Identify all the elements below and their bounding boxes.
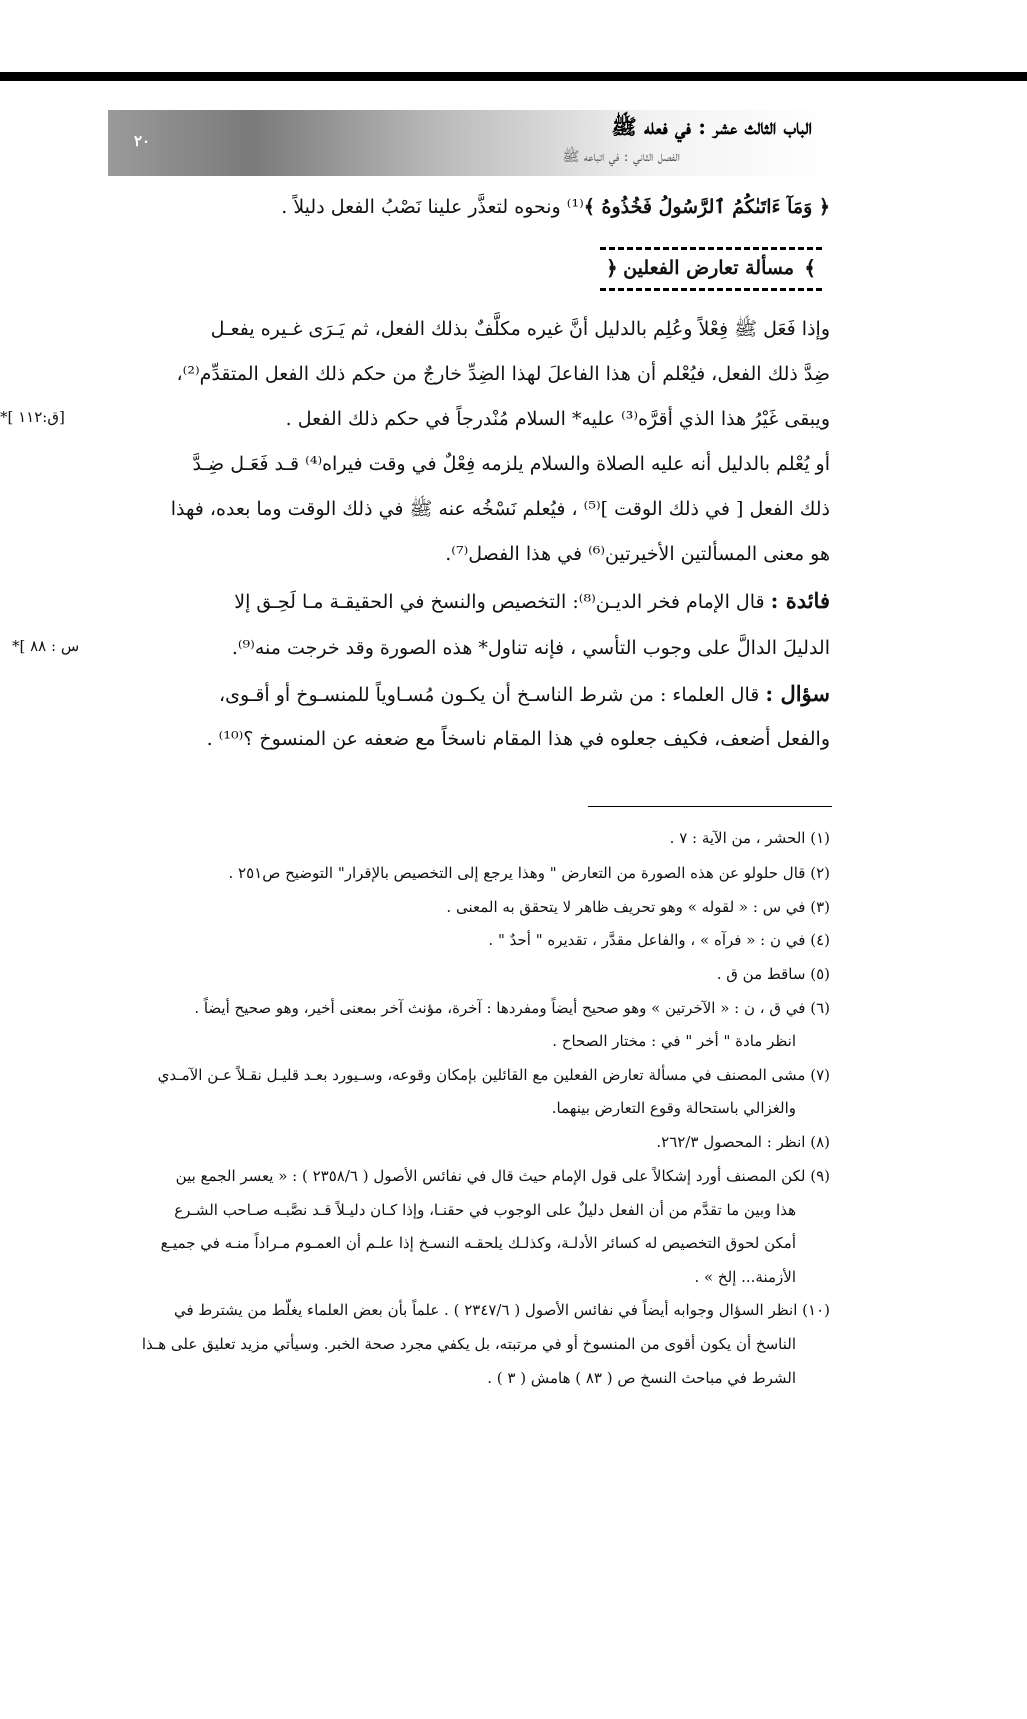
body-line-1 [108, 189, 830, 225]
footnote-10-cont-1: الناسخ أن يكون أقوى من المنسوخ أو في مرتبته، بل يكفي مجرد صحة الخبر. وسيأتي مزيد تعليق على هـذا [141, 1335, 796, 1353]
footnote-7: (٧) مشى المصنف في مسألة تعارض الفعلين مع القائلين بإمكان وقوعه، وسـيورد بعـد قليـل نقـلاً عـن الآمـدي [157, 1066, 830, 1084]
footnote-10-cont-2: الشرط في مباحث النسخ ص ( ٨٣ ) هامش ( ٣ ) . [487, 1369, 796, 1387]
footnote-10: (١٠) انظر السؤال وجوابه أيضاً في نفائس الأصول ( ٢٣٤٧/٦ ) . علماً بأن بعض العلماء يغلّط من يشترط في [173, 1301, 830, 1319]
paragraph-1-line-2: ضِدَّ ذلك الفعل، فيُعْلم أن هذا الفاعلَ لهذا الضِدِّ خارجٌ من حكم ذلك الفعل المتقدِّم⁽²⁾، [176, 363, 830, 385]
sual-text: قال العلماء : من شرط الناسـخ أن يكـون مُسـاوياً للمنسـوخ أو أقـوى، [218, 684, 766, 706]
footnote-separator [588, 806, 832, 807]
bracket-right-icon: ﴾ [804, 256, 816, 280]
section-title: الفصل الثاني : في اتباعه ﷺ [562, 149, 680, 165]
footnote-4: (٤) في ن : « فرآه » ، والفاعل مقدَّر ، تقديره " أحدٌ " . [488, 931, 830, 949]
footnote-9-cont-2: أمكن لحوق التخصيص له كسائر الأدلـة، وكذلـك يلحقـه النسـخ إذا علـم أن العمـوم مـراداً منـه في جميـع [160, 1234, 796, 1252]
sual-line-2: والفعل أضعف، فكيف جعلوه في هذا المقام ناسخاً مع ضعفه عن المنسوخ ؟⁽¹⁰⁾ . [206, 728, 830, 750]
sual-label: سؤال : [765, 681, 830, 706]
footnote-9-cont-3: الأزمنة... إلخ » . [694, 1268, 796, 1286]
top-rule [0, 72, 1027, 81]
faida-label: فائدة : [770, 588, 830, 613]
footnote-6-cont: انظر مادة " أخر " في : مختار الصحاح . [552, 1032, 796, 1050]
footnote-9-cont-1: هذا وبين ما تقدَّم من أن الفعل دليلٌ على الوجوب في حقنـا، وإذا كـان دليـلاً قـد نصَّبـه صـاحب الشـرع [174, 1201, 796, 1219]
quran-verse: ﴿ وَمَآ ءَاتَىٰكُمُ ٱلرَّسُولُ فَخُذُوهُ ﴾ [583, 196, 830, 218]
footnote-3: (٣) في س : « لقوله » وهو تحريف ظاهر لا يتحقق به المعنى . [446, 898, 830, 916]
paragraph-2-line-1: أو يُعْلم بالدليل أنه عليه الصلاة والسلام يلزمه فِعْلٌ في وقت فيراه⁽⁴⁾ قـد فَعَـل ضِـدَّ [192, 453, 830, 475]
paragraph-2-line-3: هو معنى المسألتين الأخيرتين⁽⁶⁾ في هذا الفصل⁽⁷⁾. [445, 543, 830, 565]
faida-text: قال الإمام فخر الديـن⁽⁸⁾: التخصيص والنسخ في الحقيقـة مـا لَحِـق إلا [234, 591, 771, 613]
bracket-left-icon: ﴿ [606, 256, 618, 280]
margin-note-1: *[ ق:١١٢] [0, 408, 65, 426]
paragraph-1-line-1: وإذا فَعَل ﷺ فِعْلاً وعُلِم بالدليل أنَّ غيره مكلَّفٌ بذلك الفعل، ثم يَـرَى غـيره يفعـل [210, 318, 830, 340]
margin-note-2: *[ س : ٨٨ [12, 637, 80, 655]
chapter-banner [108, 110, 830, 176]
paragraph-1-line-3: ويبقى غَيْرُ هذا الذي أقرَّه⁽³⁾ عليه* السلام مُنْدرجاً في حكم ذلك الفعل . [285, 408, 830, 430]
paragraph-2-line-2: ذلك الفعل [ في ذلك الوقت ]⁽⁵⁾ ، فيُعلم نَسْخُه عنه ﷺ في ذلك الوقت وما بعده، فهذا [170, 498, 830, 520]
footnote-7-cont: والغزالي باستحالة وقوع التعارض بينهما. [551, 1099, 796, 1117]
footnote-5: (٥) ساقط من ق . [716, 965, 830, 983]
footnote-9: (٩) لكن المصنف أورد إشكالاً على قول الإمام حيث قال في نفائس الأصول ( ٢٣٥٨/٦ ) : « يعسر الجمع بين [175, 1167, 830, 1185]
faida-line-2: الدليلَ الدالَّ على وجوب التأسي ، فإنه تناول* هذه الصورة وقد خرجت منه⁽⁹⁾. [231, 637, 830, 659]
faida-line-1 [108, 583, 830, 620]
subheading-box [600, 247, 822, 291]
footnote-8: (٨) انظر : المحصول ٢٦٢/٣. [656, 1133, 830, 1151]
subheading: مسألة تعارض الفعلين [623, 257, 794, 279]
page-number: ٢٠ [134, 132, 151, 150]
footnote-2: (٢) قال حلولو عن هذه الصورة من التعارض " وهذا يرجع إلى التخصيص بالإقرار" التوضيح ص٢٥١ . [228, 864, 830, 882]
chapter-title: الباب الثالث عشر : في فعله ﷺ [611, 114, 812, 139]
footnote-1: (١) الحشر ، من الآية : ٧ . [669, 829, 830, 847]
line-1-rest: ⁽¹⁾ ونحوه لتعذَّر علينا نَصْبُ الفعل دليلاً . [281, 196, 584, 218]
footnote-6: (٦) في ق ، ن : « الآخرتين » وهو صحيح أيضاً ومفردها : آخرة، مؤنث آخر بمعنى أخير، وهو صحيح أيضاً . [194, 999, 830, 1017]
sual-line-1 [108, 676, 830, 713]
